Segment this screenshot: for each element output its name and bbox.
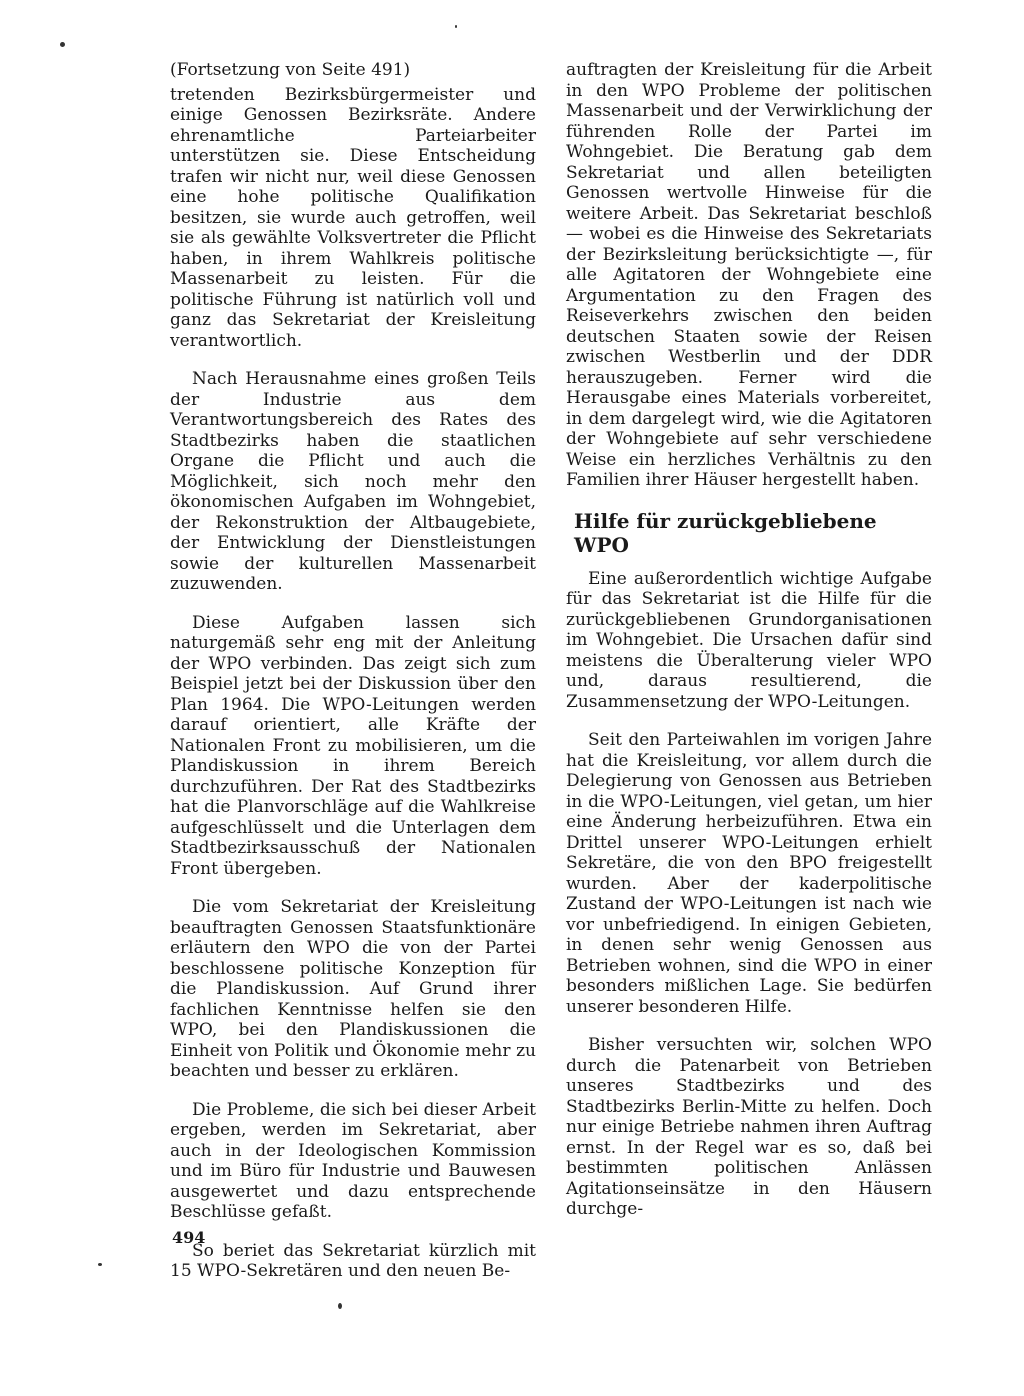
- paragraph: tretenden Bezirksbürgermeister und einige Genossen Bezirksräte. Andere ehrenamtliche Parteiarbeiter unterstützen sie. Diese Entscheidung trafen wir nicht nur, weil diese Genossen eine hohe politische Qualifikation besitzen, sie wurde auch getroffen, weil sie als gewählte Volksvertreter die Pflicht haben, in ihrem Wahlkreis politische Massenarbeit zu leisten. Für die politische Führung ist natürlich voll und ganz das Sekretariat der Kreisleitung verantwortlich.: [170, 84, 536, 351]
- paragraph: Bisher versuchten wir, solchen WPO durch die Patenarbeit von Betrieben unseres Stadtbezirks und des Stadtbezirks Berlin-Mitte zu helfen. Doch nur einige Betriebe nahmen ihren Auftrag ernst. In der Regel war es so, daß bei bestimmten politischen Anlässen Agitationseinsätze in den Häusern durchge-: [566, 1035, 932, 1219]
- page-number: 494: [172, 1228, 206, 1247]
- paragraph: Die Probleme, die sich bei dieser Arbeit ergeben, werden im Sekretariat, aber auch in der Ideologischen Kommission und im Büro für Industrie und Bauwesen ausgewertet und dazu entsprechende Beschlüsse gefaßt.: [170, 1099, 536, 1222]
- paragraph: Seit den Parteiwahlen im vorigen Jahre hat die Kreisleitung, vor allem durch die Delegierung von Genossen aus Betrieben in die WPO-Leitungen, viel getan, um hier eine Änderung herbeizuführen. Etwa ein Drittel unserer WPO-Leitungen erhielt Sekretäre, die von den BPO freigestellt wurden. Aber der kaderpolitische Zustand der WPO-Leitungen ist nach wie vor unbefriedigend. In einigen Gebieten, in denen sehr wenig Genossen aus Betrieben wohnen, sind die WPO in einer besonders mißlichen Lage. Sie bedürfen unserer besonderen Hilfe.: [566, 730, 932, 1017]
- print-speck: [60, 42, 65, 47]
- paragraph: Nach Herausnahme eines großen Teils der Industrie aus dem Verantwortungsbereich des Rates des Stadtbezirks haben die staatlichen Organe die Pflicht und auch die Möglichkeit, sich noch mehr den ökonomischen Aufgaben im Wohngebiet, der Rekonstruktion der Altbaugebiete, der Entwicklung der Dienstleistungen sowie der kulturellen Massenarbeit zuzuwenden.: [170, 369, 536, 594]
- paragraph: Die vom Sekretariat der Kreisleitung beauftragten Genossen Staatsfunktionäre erläutern den WPO die von der Partei beschlossene politische Konzeption für die Plandiskussion. Auf Grund ihrer fachlichen Kenntnisse helfen sie den WPO, bei den Plandiskussionen die Einheit von Politik und Ökonomie mehr zu beachten und besser zu erklären.: [170, 897, 536, 1081]
- print-speck: [338, 1303, 342, 1309]
- paragraph: Diese Aufgaben lassen sich naturgemäß sehr eng mit der Anleitung der WPO verbinden. Das zeigt sich zum Beispiel jetzt bei der Diskussion über den Plan 1964. Die WPO-Leitungen werden darauf orientiert, alle Kräfte der Nationalen Front zu mobilisieren, um die Plandiskussion in ihrem Bereich durchzuführen. Der Rat des Stadtbezirks hat die Planvorschläge auf die Wahlkreise aufgeschlüsselt und die Unterlagen dem Stadtbezirksausschuß der Nationalen Front übergeben.: [170, 612, 536, 879]
- left-column: [170, 60, 536, 1300]
- section-heading: Hilfe für zurückgebliebene WPO: [574, 508, 877, 557]
- paragraph: So beriet das Sekretariat kürzlich mit 15 WPO-Sekretären und den neuen Be-: [170, 1240, 536, 1281]
- right-column: [566, 60, 932, 1238]
- paragraph: Eine außerordentlich wichtige Aufgabe für das Sekretariat ist die Hilfe für die zurückgebliebenen Grundorganisationen im Wohngebiet. Die Ursachen dafür sind meistens die Überalterung vieler WPO und, daraus resultierend, die Zusammensetzung der WPO-Leitungen.: [566, 568, 932, 712]
- continuation-note: (Fortsetzung von Seite 491): [170, 60, 411, 80]
- print-speck: [455, 25, 457, 28]
- print-speck: [98, 1263, 102, 1266]
- paragraph: auftragten der Kreisleitung für die Arbeit in den WPO Probleme der politischen Massenarbeit und der Verwirklichung der führenden Rolle der Partei im Wohngebiet. Die Beratung gab dem Sekretariat und allen beteiligten Genossen wertvolle Hinweise für die weitere Arbeit. Das Sekretariat beschloß — wobei es die Hinweise des Sekretariats der Bezirksleitung berücksichtigte —, für alle Agitatoren der Wohngebiete eine Argumentation zu den Fragen des Reiseverkehrs zwischen den beiden deutschen Staaten sowie der Reisen zwischen Westberlin und der DDR herauszugeben. Ferner wird die Herausgabe eines Materials vorbereitet, in dem dargelegt wird, wie die Agitatoren der Wohngebiete auf sehr verschiedene Weise ein herzliches Verhältnis zu den Familien ihrer Häuser hergestellt haben.: [566, 60, 932, 490]
